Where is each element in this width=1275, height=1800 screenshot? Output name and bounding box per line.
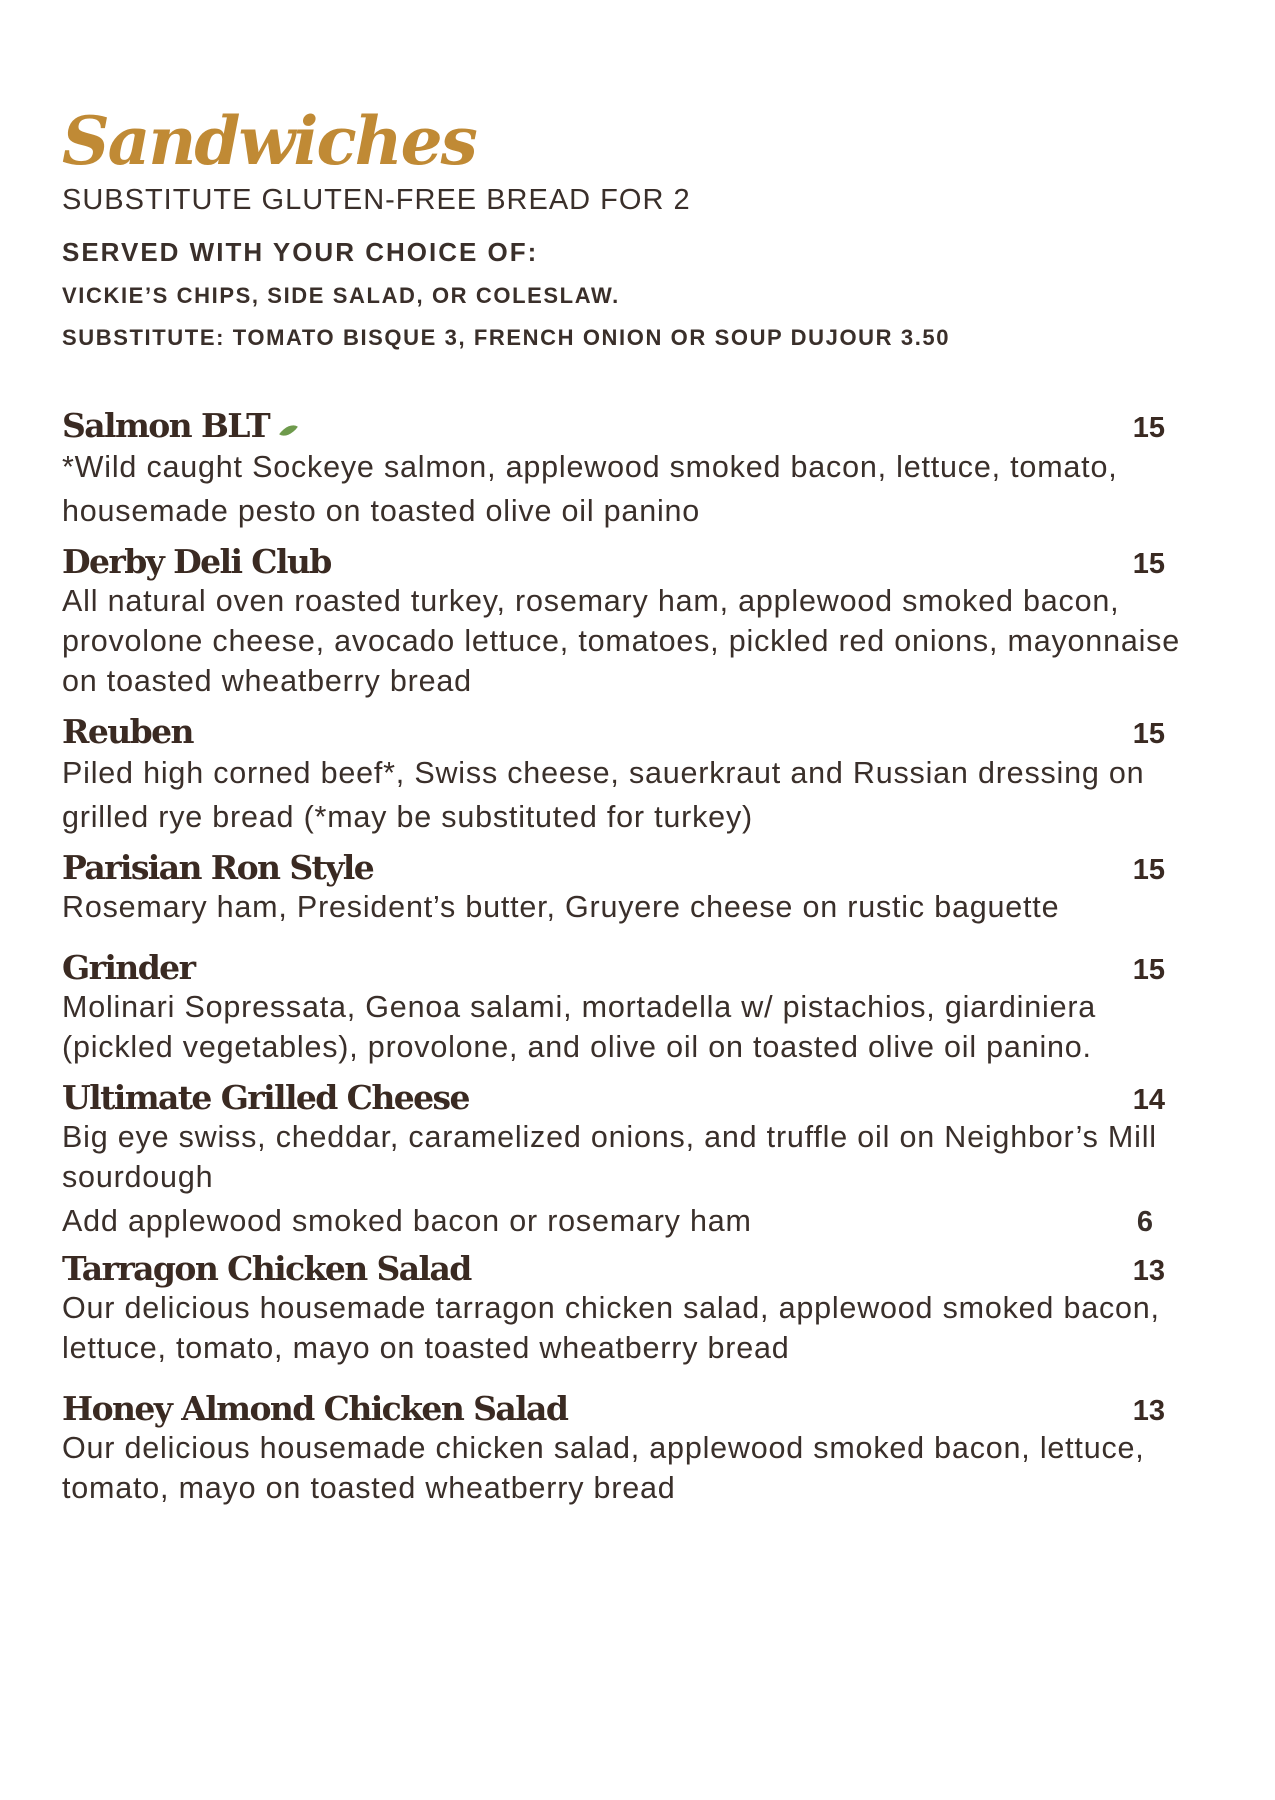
item-name: Grinder xyxy=(62,948,195,988)
item-price: 14 xyxy=(1132,1084,1165,1117)
addon-label: Add applewood smoked bacon or rosemary ham xyxy=(62,1204,752,1239)
item-price: 13 xyxy=(1132,1255,1165,1288)
addon-price: 6 xyxy=(1136,1206,1153,1239)
menu-item-honey-almond-chicken-salad xyxy=(62,1390,1202,1508)
item-name: Reuben xyxy=(62,712,193,752)
menu-item-derby-deli-club xyxy=(62,543,1202,701)
item-name: Parisian Ron Style xyxy=(62,848,374,888)
item-name: Ultimate Grilled Cheese xyxy=(62,1078,469,1118)
menu-item-tarragon-chicken-salad xyxy=(62,1250,1202,1368)
menu-item-reuben xyxy=(62,713,1202,839)
menu-item-grinder xyxy=(62,949,1202,1067)
section-title: Sandwiches xyxy=(62,102,476,180)
menu-item-ultimate-grilled-cheese xyxy=(62,1079,1202,1242)
item-addon xyxy=(62,1201,1165,1242)
item-description: Piled high corned beef*, Swiss cheese, sauerkraut and Russian dressing on grilled rye bread (*may be substituted for turkey) xyxy=(62,756,1145,835)
item-description: Our delicious housemade chicken salad, applewood smoked bacon, lettuce, tomato, mayo on toasted wheatberry bread xyxy=(62,1431,1145,1506)
gluten-free-note: SUBSTITUTE GLUTEN-FREE BREAD FOR 2 xyxy=(62,184,691,216)
item-name: Tarragon Chicken Salad xyxy=(62,1249,471,1289)
menu-items xyxy=(62,407,1202,1508)
menu-item-parisian-ron-style xyxy=(62,849,1202,927)
served-with-heading: SERVED WITH YOUR CHOICE OF: xyxy=(62,237,539,268)
item-price: 15 xyxy=(1132,718,1165,751)
menu-page xyxy=(62,102,1202,1508)
item-price: 15 xyxy=(1132,854,1165,887)
item-description: All natural oven roasted turkey, rosemary ham, applewood smoked bacon, provolone cheese, avocado lettuce, tomatoes, pickled red onions, mayonnaise on toasted wheatberry bread xyxy=(62,584,1180,699)
item-description: Molinari Sopressata, Genoa salami, mortadella w/ pistachios, giardiniera (pickled vegetables), provolone, and olive oil on toasted olive oil panino. xyxy=(62,990,1097,1065)
side-options: VICKIE’S CHIPS, SIDE SALAD, OR COLESLAW. xyxy=(62,282,620,308)
item-description: Our delicious housemade tarragon chicken salad, applewood smoked bacon, lettuce, tomato, mayo on toasted wheatberry bread xyxy=(62,1291,1160,1366)
item-price: 15 xyxy=(1132,548,1165,581)
item-description: Big eye swiss, cheddar, caramelized onions, and truffle oil on Neighbor’s Mill sourdough xyxy=(62,1120,1157,1195)
item-name: Derby Deli Club xyxy=(62,542,331,582)
item-name: Salmon BLT xyxy=(62,406,270,446)
menu-item-salmon-blt xyxy=(62,407,1202,533)
item-name: Honey Almond Chicken Salad xyxy=(62,1389,568,1429)
item-price: 13 xyxy=(1132,1395,1165,1428)
soup-substitute-note: SUBSTITUTE: TOMATO BISQUE 3, FRENCH ONION OR SOUP DUJOUR 3.50 xyxy=(62,324,951,350)
item-description: Rosemary ham, President’s butter, Gruyere cheese on rustic baguette xyxy=(62,890,1060,925)
item-price: 15 xyxy=(1132,412,1165,445)
item-price: 15 xyxy=(1132,954,1165,987)
item-description: *Wild caught Sockeye salmon, applewood smoked bacon, lettuce, tomato, housemade pesto on toasted olive oil panino xyxy=(62,450,1118,529)
leaf-icon xyxy=(279,421,298,441)
